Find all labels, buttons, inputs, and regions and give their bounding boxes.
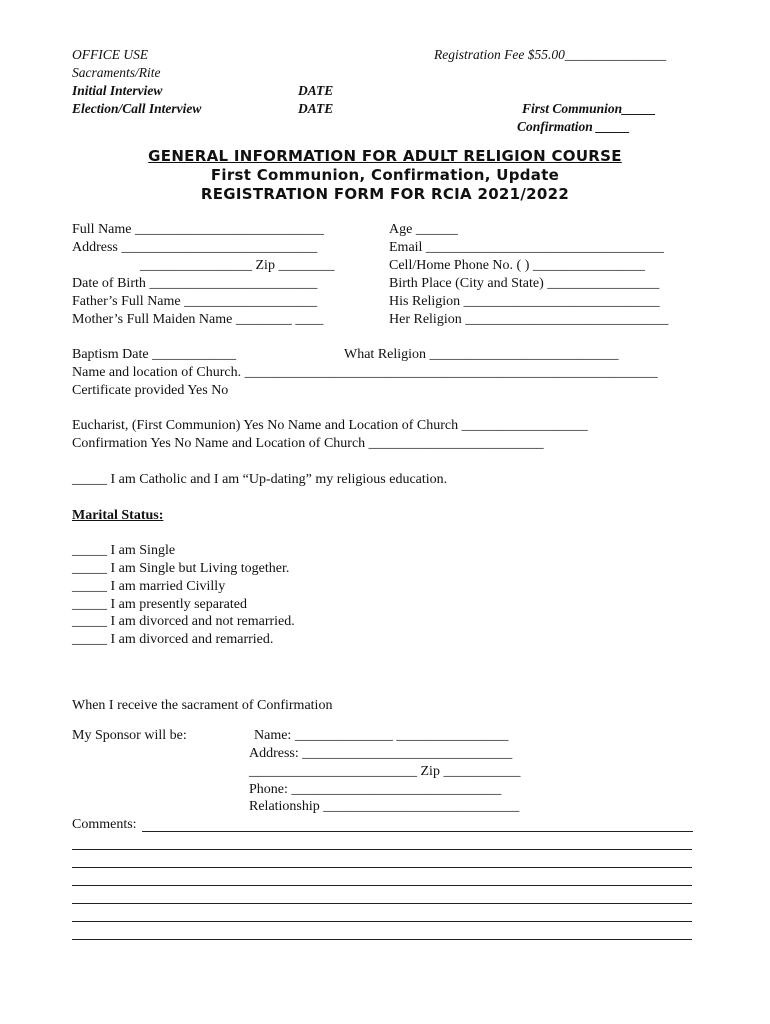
office-use-label: OFFICE USE bbox=[72, 47, 149, 62]
first-communion-check: First Communion_____ bbox=[522, 101, 656, 116]
sacraments-rite-label: Sacraments/Rite bbox=[72, 65, 161, 80]
comments-line[interactable] bbox=[72, 885, 692, 886]
comments-line[interactable] bbox=[72, 867, 692, 868]
sponsor-address-field[interactable]: Address: ______________________________ bbox=[249, 746, 513, 761]
marital-option[interactable]: _____ I am presently separated bbox=[72, 597, 247, 612]
zip-field[interactable]: ________________ Zip ________ bbox=[140, 258, 335, 273]
date-of-birth-field[interactable]: Date of Birth ________________________ bbox=[72, 276, 318, 291]
address-field[interactable]: Address ____________________________ bbox=[72, 240, 318, 255]
title-line-1: GENERAL INFORMATION FOR ADULT RELIGION COURSE bbox=[148, 147, 622, 165]
marital-option[interactable]: _____ I am Single but Living together. bbox=[72, 561, 290, 576]
baptism-church-field[interactable]: Name and location of Church. ___________________________________________________________ bbox=[72, 365, 658, 380]
baptism-date-field[interactable]: Baptism Date ____________ bbox=[72, 347, 237, 362]
age-field[interactable]: Age ______ bbox=[389, 222, 458, 237]
her-religion-field[interactable]: Her Religion _____________________________ bbox=[389, 312, 669, 327]
title-line-2: First Communion, Confirmation, Update bbox=[210, 166, 560, 184]
marital-option[interactable]: _____ I am divorced and remarried. bbox=[72, 632, 274, 647]
baptism-religion-field[interactable]: What Religion ___________________________ bbox=[344, 347, 619, 362]
confirmation-check: Confirmation _____ bbox=[517, 119, 630, 134]
initial-interview-label: Initial Interview bbox=[72, 83, 163, 98]
catholic-update-option[interactable]: _____ I am Catholic and I am “Up-dating” my religious education. bbox=[72, 472, 448, 487]
father-name-field[interactable]: Father’s Full Name ___________________ bbox=[72, 294, 318, 309]
comments-line[interactable] bbox=[72, 849, 692, 850]
mother-name-field[interactable]: Mother’s Full Maiden Name ________ ____ bbox=[72, 312, 324, 327]
birth-place-field[interactable]: Birth Place (City and State) ________________ bbox=[389, 276, 660, 291]
certificate-provided[interactable]: Certificate provided Yes No bbox=[72, 383, 229, 398]
title-line-3: REGISTRATION FORM FOR RCIA 2021/2022 bbox=[200, 185, 570, 203]
marital-option[interactable]: _____ I am divorced and not remarried. bbox=[72, 614, 295, 629]
email-field[interactable]: Email __________________________________ bbox=[389, 240, 664, 255]
sponsor-phone-field[interactable]: Phone: ______________________________ bbox=[249, 782, 502, 797]
marital-option[interactable]: _____ I am married Civilly bbox=[72, 579, 226, 594]
confirmation-intro: When I receive the sacrament of Confirmation bbox=[72, 698, 333, 713]
full-name-field[interactable]: Full Name ___________________________ bbox=[72, 222, 324, 237]
comments-line[interactable] bbox=[72, 903, 692, 904]
registration-fee: Registration Fee $55.00_______________ bbox=[434, 47, 667, 62]
comments-line[interactable] bbox=[72, 921, 692, 922]
comments-label: Comments: bbox=[72, 817, 137, 832]
marital-option[interactable]: _____ I am Single bbox=[72, 543, 176, 558]
eucharist-row[interactable]: Eucharist, (First Communion) Yes No Name and Location of Church __________________ bbox=[72, 418, 588, 433]
marital-status-heading: Marital Status: bbox=[72, 508, 164, 523]
sponsor-name-field[interactable]: Name: ______________ ________________ bbox=[254, 728, 509, 743]
date-label-2: DATE bbox=[298, 101, 334, 116]
sponsor-zip-field[interactable]: ________________________ Zip ___________ bbox=[249, 764, 521, 779]
sponsor-relationship-field[interactable]: Relationship ____________________________ bbox=[249, 799, 520, 814]
comments-line[interactable] bbox=[142, 831, 693, 832]
his-religion-field[interactable]: His Religion ____________________________ bbox=[389, 294, 660, 309]
election-interview-label: Election/Call Interview bbox=[72, 101, 202, 116]
sponsor-label: My Sponsor will be: bbox=[72, 728, 187, 743]
comments-line[interactable] bbox=[72, 939, 692, 940]
date-label-1: DATE bbox=[298, 83, 334, 98]
confirmation-row[interactable]: Confirmation Yes No Name and Location of Church _________________________ bbox=[72, 436, 544, 451]
phone-field[interactable]: Cell/Home Phone No. ( ) ________________ bbox=[389, 258, 645, 273]
